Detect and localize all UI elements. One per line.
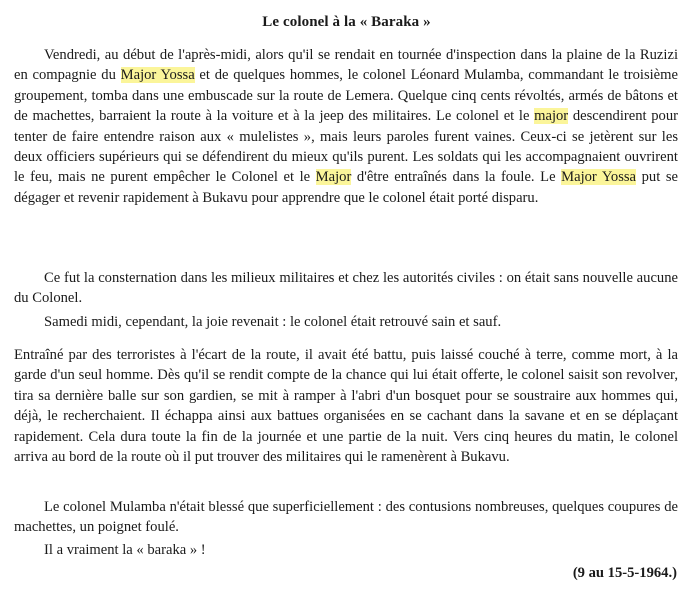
p1-text-2: et de quelques hommes, le colonel Léonard Mulamba, commandant le troisième groupement, tomba dans une embuscade sur la route de Lemera. Quelque cinq cents révoltés, armés de bâtons et de machettes, barraient la route à la voiture et à la jeep des militaires. Le colonel et le <box>14 67 678 125</box>
highlight-major-3: Major <box>315 169 352 186</box>
highlight-major-yossa-1: Major Yossa <box>120 67 195 84</box>
paragraph-4: Entraîné par des terroristes à l'écart de la route, il avait été battu, puis laissé couché à terre, comme mort, à la garde d'un seul homme. Dès qu'il se rendit compte de la chance qui lui était offerte, le colonel saisit son revolver, tira sa dernière balle sur son gardien, se mit à ramper à l'abri d'un bosquet pour se soustraire aux hommes qui, déjà, le recherchaient. Il échappa ainsi aux battues organisées en se cachant dans la savane et en se déplaçant rapidement. Cela dura toute la fin de la journée et une partie de la nuit. Vers cinq heures du matin, le colonel arriva au bord de la route où il put trouver des militaires qui le ramenèrent à Bukavu. <box>14 347 678 466</box>
paragraph-3: Samedi midi, cependant, la joie revenait : le colonel était retrouvé sain et sauf. <box>44 314 502 330</box>
p1-text-4: d'être entraînés dans la foule. Le <box>351 169 562 186</box>
dateline: (9 au 15-5-1964.) <box>572 565 677 581</box>
paragraph-6: Il a vraiment la « baraka » ! <box>44 542 206 558</box>
p1-text-5: put se dégager et revenir rapidement à Bukavu pour apprendre que le colonel était porté disparu. <box>14 169 678 206</box>
p1-text-1: Vendredi, au début de l'après-midi, alors qu'il se rendait en tournée d'inspection dans la plaine de la Ruzizi en compagnie du <box>14 47 678 84</box>
p1-text-3: descendirent pour tenter de faire entendre raison aux « mulelistes », mais leurs paroles furent vaines. Ceux-ci se jetèrent sur les deux officiers supérieurs qui se défendirent du mieux qu'ils purent. Les soldats qui les accompagnaient ouvrirent le feu, mais ne purent empêcher le Colonel et le <box>14 108 679 186</box>
paragraph-2: Ce fut la consternation dans les milieux militaires et chez les autorités civiles : on était sans nouvelle aucune du Colonel. <box>14 270 678 307</box>
highlight-major-yossa-4: Major Yossa <box>561 169 637 186</box>
article-title: Le colonel à la « Baraka » <box>262 14 431 30</box>
paragraph-5: Le colonel Mulamba n'était blessé que superficiellement : des contusions nombreuses, quelques coupures de machettes, un poignet foulé. <box>14 499 678 536</box>
paragraph-1 <box>14 45 678 208</box>
highlight-major-2: major <box>534 108 569 125</box>
